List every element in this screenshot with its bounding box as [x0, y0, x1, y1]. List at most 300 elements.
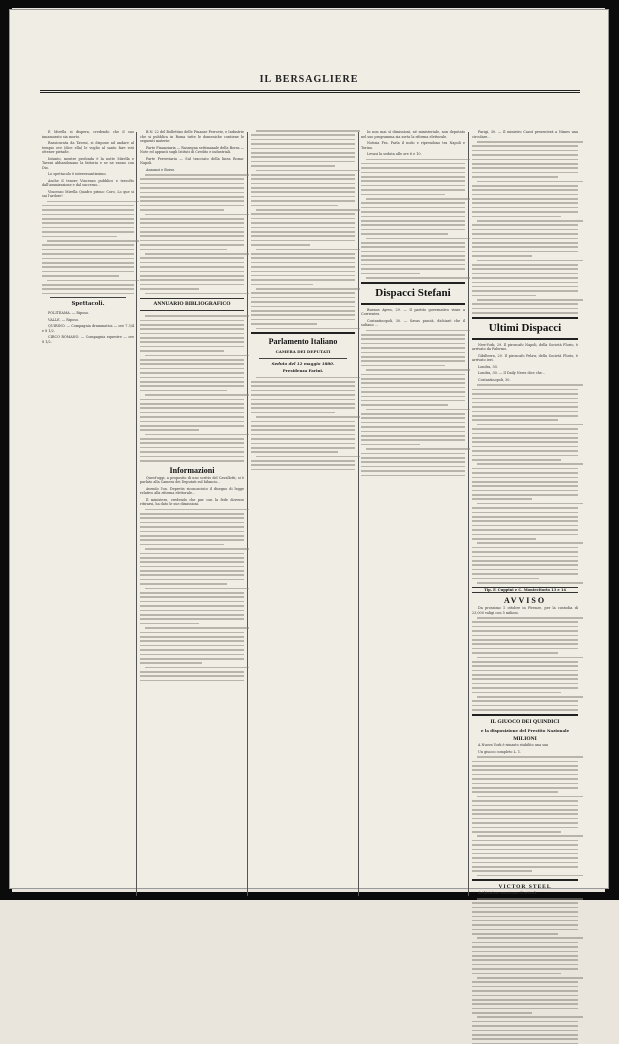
print-line [472, 529, 578, 531]
print-line [472, 303, 578, 305]
print-line [140, 649, 244, 651]
print-line [361, 233, 448, 235]
print-line [472, 216, 561, 218]
print-line [361, 338, 465, 340]
print-line [251, 297, 355, 299]
print-line [361, 229, 465, 231]
print-line [256, 288, 360, 290]
print-line [251, 275, 355, 277]
print-line [251, 390, 355, 392]
print-line [361, 435, 465, 437]
print-line [361, 400, 465, 402]
print-line [472, 955, 578, 957]
print-line [472, 167, 578, 169]
print-line [361, 470, 465, 472]
print-line [140, 623, 199, 625]
print-line [472, 312, 578, 314]
print-line [140, 451, 244, 453]
print-line [145, 667, 249, 669]
col4-body-text-a [361, 159, 465, 279]
print-line [140, 570, 244, 572]
print-line [140, 579, 244, 581]
print-line [140, 240, 244, 242]
print-line [361, 172, 465, 174]
print-line [140, 231, 244, 233]
print-line [472, 778, 578, 780]
print-line [366, 369, 470, 371]
print-line [472, 1030, 578, 1032]
print-line [472, 189, 578, 191]
print-line [42, 262, 134, 264]
print-line [140, 341, 244, 343]
print-line [472, 652, 558, 654]
print-line [472, 692, 561, 694]
print-line [472, 787, 578, 789]
print-line [140, 279, 244, 281]
print-line [472, 924, 578, 926]
print-line [361, 273, 420, 275]
print-line [256, 377, 360, 379]
print-line [251, 231, 355, 233]
print-line [256, 456, 360, 458]
print-line [256, 416, 360, 418]
print-line [472, 477, 578, 479]
print-line [472, 393, 578, 395]
col5-divider-2 [472, 338, 578, 340]
print-line [472, 866, 578, 868]
print-line [251, 403, 355, 405]
column-5 [472, 130, 578, 896]
column-4 [361, 130, 465, 890]
print-line [366, 198, 470, 200]
giuoco-price: Un giuoco completo L. 1. [478, 749, 522, 754]
col2-body-text-c [140, 509, 244, 682]
ultimi-dispacci-heading: Ultimi Dispacci [488, 321, 562, 334]
print-line [42, 227, 134, 229]
print-line [140, 368, 244, 370]
print-line [361, 251, 465, 253]
print-line [361, 259, 465, 261]
masthead-rule [40, 90, 580, 91]
print-line [361, 404, 448, 406]
print-line [251, 152, 355, 154]
column-rule-2 [247, 132, 248, 896]
print-line [361, 378, 465, 380]
print-line [256, 130, 360, 132]
col1-para-2: Rassicurata da Taveni, si dispone ad andare al tempio ove (dice ella) le voglio al santo fare voti ottener pietade. [42, 141, 134, 154]
print-line [251, 292, 355, 294]
print-line [472, 774, 578, 776]
print-line [251, 183, 355, 185]
print-line [472, 494, 578, 496]
print-line [140, 654, 244, 656]
print-line [472, 857, 578, 859]
print-line [472, 705, 578, 707]
print-line [140, 522, 244, 524]
print-line [472, 827, 578, 829]
print-line [140, 337, 244, 339]
print-line [251, 464, 355, 466]
print-line [140, 526, 244, 528]
print-line [140, 390, 227, 392]
print-line [477, 299, 583, 301]
print-line [477, 756, 583, 758]
col3-para-3: Il ministero, credendo che pur con la fede dovesse ritirarsi, ha dato le sue dimissioni. [140, 497, 244, 507]
print-line [472, 648, 578, 650]
print-line [472, 805, 578, 807]
print-line [140, 187, 244, 189]
print-line [477, 542, 583, 544]
print-line [472, 765, 578, 767]
print-line [251, 412, 335, 414]
print-line [472, 485, 578, 487]
print-line [256, 328, 360, 330]
print-line [251, 438, 355, 440]
print-line [251, 218, 355, 220]
print-line [42, 266, 134, 268]
print-line [42, 222, 134, 224]
print-line [472, 822, 578, 824]
col2-body-text-a [140, 174, 244, 294]
print-line [251, 196, 355, 198]
print-line [472, 564, 578, 566]
print-line [140, 249, 227, 251]
print-line [472, 238, 578, 240]
print-line [140, 640, 244, 642]
print-line [145, 253, 249, 255]
print-line [472, 942, 578, 944]
print-line [140, 632, 244, 634]
print-line [145, 509, 249, 511]
print-line [477, 582, 583, 584]
print-line [472, 661, 578, 663]
print-line [251, 266, 355, 268]
print-line [366, 159, 470, 161]
print-line [251, 314, 355, 316]
print-line [251, 443, 355, 445]
col2-para-1: B.N. 22 del Bollettino delle Finanze Ferrovie, e Industrie che si pubblica in Roma tutte le domeniche contiene le seguenti materie: [140, 130, 244, 143]
print-line [140, 601, 244, 603]
print-line [361, 413, 465, 415]
print-line [472, 1003, 578, 1005]
print-line [251, 310, 355, 312]
informazioni-heading: Informazioni [169, 465, 215, 475]
print-line [366, 277, 470, 279]
print-line [361, 444, 420, 446]
print-line [251, 240, 355, 242]
print-line [251, 421, 355, 423]
print-line [140, 218, 244, 220]
print-line [140, 235, 244, 237]
print-line [472, 964, 578, 966]
print-line [140, 675, 244, 677]
print-line [140, 381, 244, 383]
print-line [477, 617, 583, 619]
print-line [472, 635, 578, 637]
print-line [256, 249, 360, 251]
print-line [42, 271, 134, 273]
print-line [140, 592, 244, 594]
print-line [472, 844, 578, 846]
print-line [361, 466, 465, 468]
print-line [145, 174, 249, 176]
print-line [472, 687, 578, 689]
print-line [472, 800, 578, 802]
annuario-heading: ANNUARIO BIBLIOGRAFICO [140, 298, 244, 311]
print-line [361, 202, 465, 204]
print-line [472, 573, 578, 575]
print-line [140, 561, 244, 563]
print-line [251, 222, 355, 224]
print-line [472, 255, 532, 257]
print-line [251, 205, 338, 207]
print-line [472, 946, 578, 948]
print-line [361, 189, 465, 191]
print-line [472, 516, 578, 518]
print-line [42, 275, 119, 277]
print-line [472, 783, 578, 785]
print-line [140, 328, 244, 330]
print-line [472, 665, 578, 667]
print-line [42, 288, 134, 290]
print-line [256, 209, 360, 211]
spettacoli-circo: CIRCO ROMANO. — Compagnia equestre — ore 8 1/2. [42, 335, 134, 344]
print-line [472, 670, 578, 672]
print-line [472, 295, 536, 297]
print-line [361, 185, 465, 187]
print-line [472, 145, 578, 147]
print-line [472, 389, 578, 391]
print-line [145, 293, 249, 295]
print-line [477, 384, 583, 386]
print-line [251, 178, 355, 180]
print-line [477, 181, 583, 183]
print-line [472, 626, 578, 628]
print-line [472, 450, 578, 452]
print-line [140, 574, 244, 576]
print-line [251, 143, 355, 145]
print-line [140, 553, 244, 555]
print-line [472, 849, 578, 851]
milioni-heading: MILIONI [513, 736, 537, 743]
print-line [140, 222, 244, 224]
print-line [472, 700, 578, 702]
print-line [140, 271, 244, 273]
print-line [361, 207, 465, 209]
print-line [140, 209, 224, 211]
print-line [477, 141, 583, 143]
print-line [251, 429, 355, 431]
print-line [361, 224, 465, 226]
print-line [361, 387, 465, 389]
print-line [251, 451, 338, 453]
col4-divider-2 [361, 303, 465, 305]
print-line [361, 347, 465, 349]
print-line [140, 645, 244, 647]
print-line [251, 174, 355, 176]
print-line [472, 951, 578, 953]
print-line [472, 308, 578, 310]
print-line [472, 862, 578, 864]
print-line [140, 583, 227, 585]
print-line [42, 205, 134, 207]
print-line [140, 517, 244, 519]
print-line [477, 463, 583, 465]
print-line [361, 352, 465, 354]
victor-steel-heading: VICTOR STEEL [498, 884, 552, 891]
print-line [472, 251, 578, 253]
col4-body-text-b [361, 330, 465, 476]
print-line [140, 178, 244, 180]
print-line [251, 200, 355, 202]
print-line [472, 560, 578, 562]
print-line [251, 235, 355, 237]
print-line [477, 424, 583, 426]
print-line [140, 610, 244, 612]
print-line [145, 355, 249, 357]
print-line [361, 396, 465, 398]
masthead: IL BERSAGLIERE [259, 74, 359, 85]
print-line [145, 394, 249, 396]
col4-divider [361, 282, 465, 284]
print-line [472, 569, 578, 571]
print-line [472, 419, 558, 421]
print-line [140, 262, 244, 264]
print-line [361, 167, 465, 169]
print-line [251, 191, 355, 193]
print-line [472, 290, 578, 292]
print-line [256, 170, 360, 172]
print-line [361, 382, 465, 384]
print-line [361, 475, 465, 477]
print-line [472, 468, 578, 470]
avviso-text: Da prossimo 1 ottobre in Firenze, per la custodia di 23,000 valigi con 5 milioni. [472, 606, 578, 615]
print-line [140, 421, 244, 423]
print-line [140, 416, 244, 418]
print-line [251, 381, 355, 383]
print-line [140, 614, 244, 616]
print-line [42, 293, 134, 295]
print-line [472, 525, 578, 527]
print-line [251, 279, 355, 281]
print-line [472, 538, 536, 540]
column-rule-4 [468, 132, 469, 896]
print-line [472, 986, 578, 988]
print-line [472, 791, 558, 793]
print-line [361, 422, 465, 424]
print-line [251, 301, 355, 303]
print-line [472, 683, 578, 685]
print-line [361, 453, 465, 455]
print-line [472, 402, 578, 404]
print-line [361, 268, 465, 270]
print-line [472, 916, 578, 918]
print-line [366, 330, 470, 332]
print-line [140, 333, 244, 335]
col5-divider-3 [472, 714, 578, 716]
print-line [472, 198, 578, 200]
print-line [472, 621, 578, 623]
col4-para-3: Levasi la seduta alle ore 6 e 10. [367, 152, 422, 156]
print-line [251, 447, 355, 449]
print-line [145, 588, 249, 590]
print-line [145, 627, 249, 629]
print-line [472, 211, 578, 213]
print-line [42, 244, 134, 246]
print-line [140, 359, 244, 361]
print-line [472, 933, 558, 935]
col1-para-3: Intanto, mentre profonda è la notte Mirella e Taveni abbandonano la fattoria e se ne vanno con Dio. [42, 156, 134, 170]
print-line [472, 172, 578, 174]
col3-body-text-a [251, 130, 355, 329]
print-line [361, 216, 465, 218]
print-line [472, 507, 578, 509]
print-line [140, 288, 199, 290]
print-line [361, 360, 465, 362]
print-line [140, 192, 244, 194]
print-line [251, 213, 355, 215]
print-line [472, 769, 578, 771]
print-line [140, 429, 199, 431]
giuoco-subheading: e la disposizione del Prestito Nazionale [480, 727, 570, 733]
print-line [472, 498, 532, 500]
seduta-line: Seduta del 12 maggio 1880. [271, 360, 335, 366]
print-line [472, 150, 578, 152]
print-line [472, 1021, 578, 1023]
print-line [251, 244, 310, 246]
print-line [42, 258, 134, 260]
print-line [140, 324, 244, 326]
print-line [472, 224, 578, 226]
giuoco-heading: IL GIUOCO DEI QUINDICI [490, 718, 560, 725]
print-line [140, 377, 244, 379]
print-line [251, 134, 355, 136]
print-line [361, 211, 465, 213]
print-line [140, 385, 244, 387]
print-line [251, 271, 355, 273]
col3-para-1: Quest'oggi, a proposito di uno scritto del Cavallotti, si è parlato alla Camera dei Deputati sul bilancio... [140, 475, 244, 485]
print-line [251, 407, 355, 409]
print-line [472, 920, 578, 922]
print-line [140, 662, 202, 664]
print-line [472, 831, 561, 833]
print-line [472, 520, 578, 522]
print-line [472, 398, 578, 400]
print-line [472, 902, 578, 904]
dispaccio-buenos-ayres: Buenos Ayres, 29. — Il partito governativo vinse a Corrientes. [361, 307, 465, 317]
print-line [251, 165, 335, 167]
print-line [472, 428, 578, 430]
dispaccio-costantinopoli-2: Costantinopoli, 30. [478, 377, 511, 382]
print-line [472, 813, 578, 815]
print-line [251, 257, 355, 259]
col3-divider [251, 332, 355, 334]
print-line [145, 434, 249, 436]
print-line [472, 490, 578, 492]
print-line [472, 207, 578, 209]
col3-small-rule [259, 358, 347, 359]
print-line [472, 282, 578, 284]
spettacoli-quirino: QUIRINO. — Compagnia drammatica — ore 7 3/4 e 8 1/2. [42, 324, 134, 333]
col5-body-text-d [472, 756, 578, 876]
column-rule-3 [358, 132, 359, 896]
print-line [477, 220, 583, 222]
col1-para-4: Lo spettacolo è interessantissimo. [48, 172, 107, 176]
print-line [472, 1012, 532, 1014]
newspaper-page [10, 10, 608, 896]
print-line [472, 556, 578, 558]
presidenza-line: Presidenza Farini. [282, 368, 324, 374]
